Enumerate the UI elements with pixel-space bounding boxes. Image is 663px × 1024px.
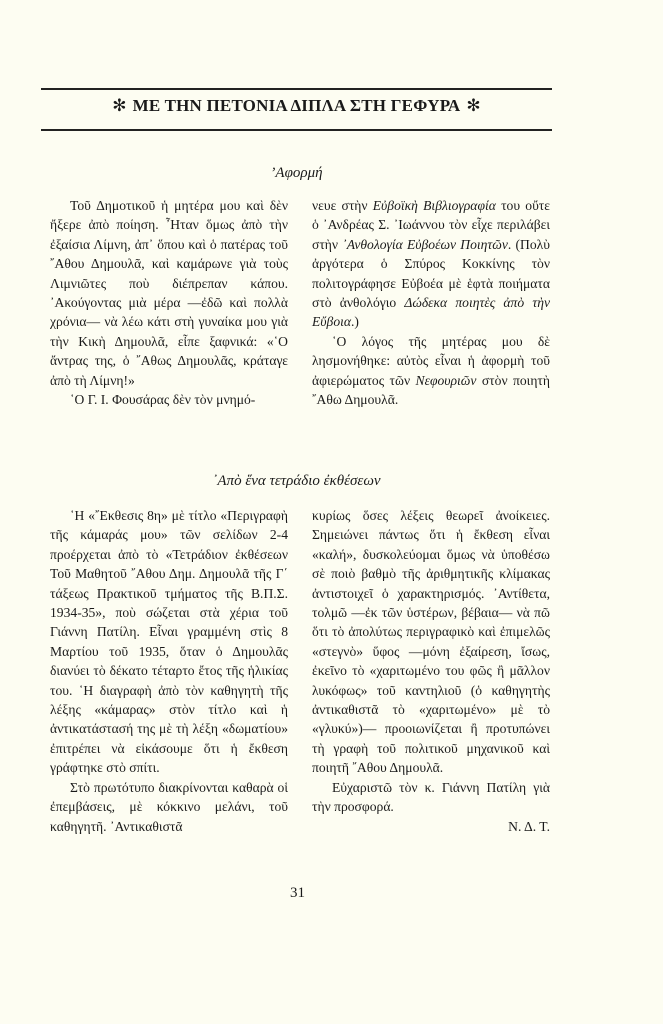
section1-right-column	[312, 196, 550, 409]
paragraph: Τοῦ Δημοτικοῦ ἡ μητέρα μου καὶ δὲν ἤξερε ἀπὸ ποίηση. ῏Ηταν ὅμως ἀπὸ τὴν ἐξαίσια Λίμνη, ἀπ᾽ ὅπου καὶ ὁ πατέρας τοῦ ῎Αθου Δημουλᾶ, καὶ καμάρωνε γιὰ τοὺς Λιμνιῶτες ποὺ διέπρεπαν κάπου. ᾿Ακούγοντας μιὰ μέρα —ἐδῶ καὶ πολλὰ χρόνια— νὰ λέω κάτι στὴ γυναίκα μου γιὰ τὴν Κικὴ Δημουλᾶ, εἶπε ξαφνικά: «῾Ο ἄντρας της, ὁ ῎Αθως Δημουλᾶς, κράταγε ἀπὸ τὴ Λίμνη!»	[50, 198, 288, 388]
author-initials: Ν. Δ. Τ.	[508, 818, 550, 834]
paragraph: Στὸ πρωτότυπο διακρίνονται καθαρὰ οἱ ἐπεμβάσεις, μὲ κόκκινο μελάνι, τοῦ καθηγητῆ. ᾿Αντικαθιστᾶ	[50, 779, 288, 834]
paragraph: ῾Η «῎Εκθεσις 8η» μὲ τίτλο «Περιγραφὴ τῆς κάμαράς μου» τῶν σελίδων 2-4 προέρχεται ἀπὸ τὸ «Τετράδιον ἐκθέσεων Τοῦ Μαθητοῦ ῎Αθου Δημ. Δημουλᾶ τῆς Γ΄ τάξεως Πρακτικοῦ τμήματος τῆς Β.Π.Σ. 1934-35», ποὺ σώζεται στὰ χέρια τοῦ Γιάννη Πατίλη. Εἶναι γραμμένη στὶς 8 Μαρτίου τοῦ 1935, ὅταν ὁ Δημουλᾶς διανύει τὸ δέκατο τέταρτο ἔτος τῆς ἡλικίας του. ῾Η διαγραφὴ ἀπὸ τὸν καθηγητὴ τῆς λέξης «κάμαρας» στὸν τίτλο καὶ ἡ ἀντικατάστασή της μὲ τὴ λέξη «δωματίου» ἐπιτρέπει νὰ εἰκάσουμε ὅτι ἡ ἔκθεση γράφτηκε στὸ σπίτι.	[50, 508, 288, 776]
book-title: Εὐβοϊκὴ Βιβλιογραφία	[372, 198, 496, 213]
asterisk-icon: ✻	[112, 96, 127, 115]
header-rule-bottom	[41, 129, 552, 131]
book-title: Δώδεκα ποιητὲς ἀπὸ τὴν Εὔβοια	[312, 295, 550, 330]
paragraph: ῾Ο λόγος τῆς μητέρας μου δὲ λησμονήθηκε: αὐτὸς εἶναι ἡ ἀφορμὴ τοῦ ἀφιερώματος τῶν Νεφουριῶν στὸν ποιητὴ ῎Αθω Δημουλᾶ.	[312, 333, 550, 408]
paragraph: Εὐχαριστῶ τὸν κ. Γιάννη Πατίλη γιὰ τὴν προσφορά.	[312, 779, 550, 815]
section1-left-column	[50, 196, 288, 409]
paragraph: ῾Ο Γ. Ι. Φουσάρας δὲν τὸν μνημό-	[70, 392, 256, 408]
asterisk-icon: ✻	[466, 96, 481, 115]
page-number: 31	[290, 885, 305, 901]
paragraph: νευε στὴν Εὐβοϊκὴ Βιβλιογραφία του οὔτε ὁ ᾿Ανδρέας Σ. ᾿Ιωάννου τὸν εἶχε περιλάβει στὴν ᾿Ανθολογία Εὐβοέων Ποιητῶν. (Πολὺ ἀργότερα ὁ Σπύρος Κοκκίνης τὸν πολιτογράφησε Εὐβοέα μὲ ἑφτὰ ποιήματα στὸ ἀνθολόγιο Δώδεκα ποιητὲς ἀπὸ τὴν Εὔβοια.)	[312, 198, 550, 330]
journal-title: Νεφουριῶν	[415, 372, 477, 388]
paragraph: κυρίως ὅσες λέξεις θεωρεῖ ἀνοίκειες. Σημειώνει πάντως ὅτι ἡ ἔκθεση εἶναι «καλή», δυσκολεύομαι ὅμως νὰ ὑποθέσω σὲ ποιὸ βαθμὸ τῆς ἀριθμητικῆς κλίμακας ἀντιστοιχεῖ ὁ χαρακτηρισμός. ᾿Αντίθετα, τολμῶ —ἐκ τῶν ὑστέρων, βέβαια— νὰ πῶ ὅτι τὸ ἀπολύτως περιγραφικὸ καὶ ἐπιμελῶς «στεγνὸ» ὕφος —μόνη ἐξαίρεση, ἴσως, ἐκεῖνο τὸ «χαριτωμένο του φῶς ἢ μᾶλλον λυκόφως» τοῦ καντηλιοῦ (ὁ καθηγητὴς ἀντικαθιστᾶ τὸ «χαριτωμένο» μὲ τὸ «γλυκύ»)— προοιωνίζεται ἢ προτυπώνει τὴ γραφὴ τοῦ πολιτικοῦ μηχανικοῦ καὶ ποιητῆ ῎Αθου Δημουλᾶ.	[312, 508, 550, 776]
section2-right-column	[312, 506, 550, 836]
page-title	[41, 96, 552, 116]
section-title-aformi: ’Αφορμή	[270, 165, 323, 181]
section2-left-column	[50, 506, 288, 836]
header-rule-top	[41, 88, 552, 90]
book-title: ᾿Ανθολογία Εὐβοέων Ποιητῶν	[342, 236, 508, 252]
section-title-tetradio: ᾿Απὸ ἕνα τετράδιο ἐκθέσεων	[212, 473, 381, 489]
page-title-text: ΜΕ ΤΗΝ ΠΕΤΟΝΙΑ ΔΙΠΛΑ ΣΤΗ ΓΕΦΥΡΑ	[132, 96, 461, 115]
